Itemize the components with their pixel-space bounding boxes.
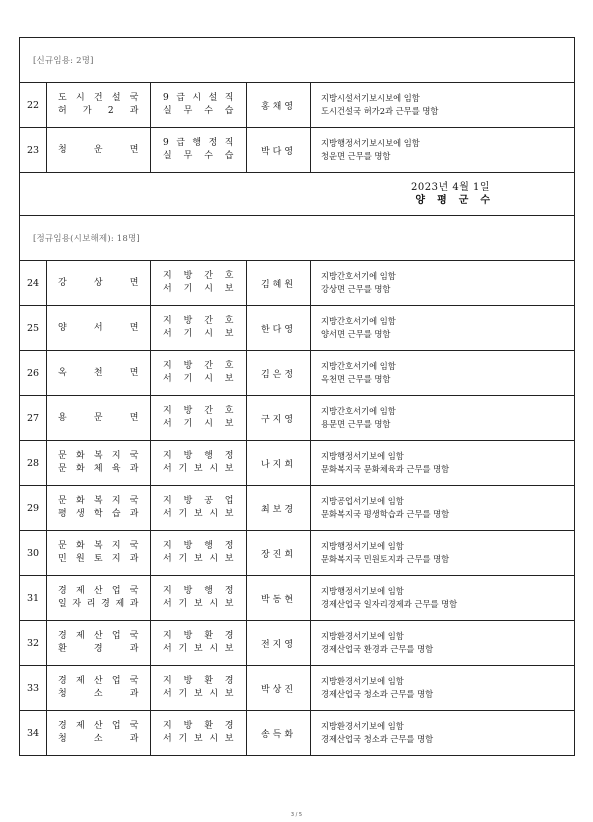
name-cell: 장진희	[247, 531, 311, 576]
department-cell: 문 화 복 지 국 평 생 학 습 과	[47, 486, 151, 531]
row-number: 26	[20, 351, 47, 396]
appointment-content-cell: 지방간호서기에 임함 용문면 근무를 명함	[311, 396, 575, 441]
page-number: 3 / 5	[290, 812, 303, 818]
rank-cell: 지 방 환 경 서 기 보 시 보	[151, 666, 247, 711]
appointment-content-cell: 지방행정서기보에 임함 경제산업국 일자리경제과 근무를 명함	[311, 576, 575, 621]
rank-cell: 9 급 행 정 직 실 무 수 습	[151, 128, 247, 173]
row-number: 33	[20, 666, 47, 711]
table-row	[20, 666, 575, 711]
department-cell: 옥 천 면	[47, 351, 151, 396]
appointment-content-cell: 지방환경서기보에 임함 경제산업국 환경과 근무를 명함	[311, 621, 575, 666]
department-cell: 도 시 건 설 국 허 가 2 과	[47, 83, 151, 128]
name-cell: 나지희	[247, 441, 311, 486]
name-cell: 한다영	[247, 306, 311, 351]
department-cell: 문 화 복 지 국 문 화 체 육 과	[47, 441, 151, 486]
table-row	[20, 128, 575, 173]
department-cell: 강 상 면	[47, 261, 151, 306]
table-row	[20, 261, 575, 306]
appointment-content-cell: 지방행정서기보시보에 임함 청운면 근무를 명함	[311, 128, 575, 173]
row-number: 25	[20, 306, 47, 351]
name-cell: 박다영	[247, 128, 311, 173]
name-cell: 김은정	[247, 351, 311, 396]
department-cell: 경 제 산 업 국 청 소 과	[47, 711, 151, 756]
rank-cell: 지 방 환 경 서 기 보 시 보	[151, 621, 247, 666]
appointment-content-cell: 지방환경서기보에 임함 경제산업국 청소과 근무를 명함	[311, 666, 575, 711]
table-row	[20, 306, 575, 351]
rank-cell: 지 방 공 업 서 기 보 시 보	[151, 486, 247, 531]
name-cell: 홍채영	[247, 83, 311, 128]
section-label-regular: [정규임용(시보해제): 18명]	[20, 216, 575, 261]
row-number: 29	[20, 486, 47, 531]
name-cell: 구지영	[247, 396, 311, 441]
name-cell: 최보경	[247, 486, 311, 531]
row-number: 34	[20, 711, 47, 756]
appointment-content-cell: 지방간호서기에 임함 옥천면 근무를 명함	[311, 351, 575, 396]
rank-cell: 지 방 환 경 서 기 보 시 보	[151, 711, 247, 756]
rank-cell: 지 방 간 호 서 기 시 보	[151, 261, 247, 306]
row-number: 23	[20, 128, 47, 173]
section-header-regular	[20, 216, 575, 261]
rank-cell: 지 방 행 정 서 기 보 시 보	[151, 441, 247, 486]
row-number: 27	[20, 396, 47, 441]
row-number: 31	[20, 576, 47, 621]
department-cell: 용 문 면	[47, 396, 151, 441]
department-cell: 경 제 산 업 국 일 자 리 경 제 과	[47, 576, 151, 621]
section-label-new: [신규임용: 2명]	[20, 38, 575, 83]
department-cell: 경 제 산 업 국 청 소 과	[47, 666, 151, 711]
table-row	[20, 396, 575, 441]
issuing-authority: 양평군수	[415, 195, 503, 206]
table-row	[20, 576, 575, 621]
table-row	[20, 711, 575, 756]
table-row	[20, 441, 575, 486]
rank-cell: 지 방 간 호 서 기 시 보	[151, 396, 247, 441]
section-header-new	[20, 38, 575, 83]
name-cell: 김혜원	[247, 261, 311, 306]
rank-cell: 지 방 행 정 서 기 보 시 보	[151, 531, 247, 576]
signature-cell	[20, 173, 575, 216]
appointment-content-cell: 지방행정서기보에 임함 문화복지국 민원토지과 근무를 명함	[311, 531, 575, 576]
table-row	[20, 351, 575, 396]
appointment-date: 2023년 4월 1일	[411, 182, 491, 193]
appointment-content-cell: 지방간호서기에 임함 양서면 근무를 명함	[311, 306, 575, 351]
row-number: 30	[20, 531, 47, 576]
appointment-content-cell: 지방행정서기보에 임함 문화복지국 문화체육과 근무를 명함	[311, 441, 575, 486]
name-cell: 박상진	[247, 666, 311, 711]
department-cell: 문 화 복 지 국 민 원 토 지 과	[47, 531, 151, 576]
row-number: 24	[20, 261, 47, 306]
table-row	[20, 83, 575, 128]
rank-cell: 9 급 시 설 직 실 무 수 습	[151, 83, 247, 128]
rank-cell: 지 방 간 호 서 기 시 보	[151, 351, 247, 396]
rank-cell: 지 방 행 정 서 기 보 시 보	[151, 576, 247, 621]
appointment-content-cell: 지방환경서기보에 임함 경제산업국 청소과 근무를 명함	[311, 711, 575, 756]
appointment-content-cell: 지방시설서기보시보에 임함 도시건설국 허가2과 근무를 명함	[311, 83, 575, 128]
name-cell: 송득화	[247, 711, 311, 756]
name-cell: 전지영	[247, 621, 311, 666]
name-cell: 박동현	[247, 576, 311, 621]
rank-cell: 지 방 간 호 서 기 시 보	[151, 306, 247, 351]
signature-row	[20, 173, 575, 216]
table-row	[20, 531, 575, 576]
department-cell: 양 서 면	[47, 306, 151, 351]
row-number: 28	[20, 441, 47, 486]
row-number: 22	[20, 83, 47, 128]
table-row	[20, 621, 575, 666]
appointment-table-body	[20, 38, 575, 756]
appointment-content-cell: 지방간호서기에 임함 강상면 근무를 명함	[311, 261, 575, 306]
row-number: 32	[20, 621, 47, 666]
appointment-table	[19, 37, 575, 756]
department-cell: 청 운 면	[47, 128, 151, 173]
appointment-content-cell: 지방공업서기보에 임함 문화복지국 평생학습과 근무를 명함	[311, 486, 575, 531]
table-row	[20, 486, 575, 531]
department-cell: 경 제 산 업 국 환 경 과	[47, 621, 151, 666]
